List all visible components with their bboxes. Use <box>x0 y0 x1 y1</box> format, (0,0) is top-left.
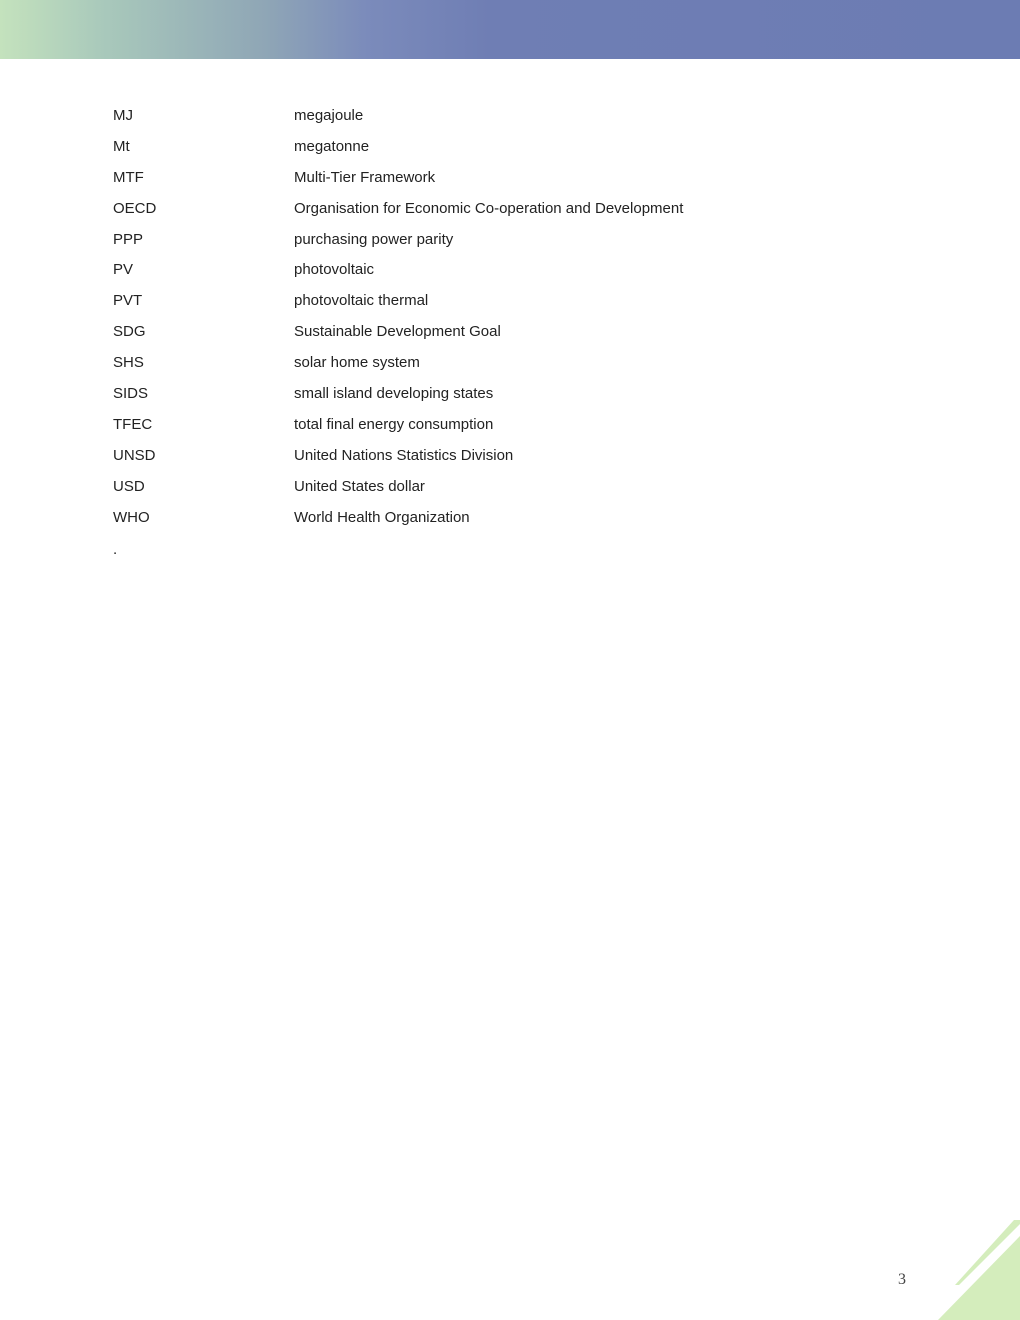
abbreviation-definition: purchasing power parity <box>294 230 454 248</box>
abbreviation-row <box>113 379 913 410</box>
page-number: 3 <box>898 1271 906 1288</box>
abbreviation-definition: Organisation for Economic Co-operation and Development <box>294 199 684 217</box>
abbreviation-term: SDG <box>113 323 146 341</box>
abbreviation-row <box>113 317 913 348</box>
abbreviation-definition: World Health Organization <box>294 508 470 526</box>
abbreviation-row <box>113 194 913 225</box>
abbreviation-term: SIDS <box>113 385 149 403</box>
abbreviation-row <box>113 472 913 503</box>
corner-decoration <box>930 1210 1020 1320</box>
abbreviation-definition: Multi-Tier Framework <box>294 168 436 186</box>
abbreviation-term: OECD <box>113 199 157 217</box>
abbreviation-term: UNSD <box>113 446 156 464</box>
abbreviation-list <box>113 101 913 533</box>
abbreviation-term: MJ <box>113 107 133 124</box>
abbreviation-definition: United Nations Statistics Division <box>294 446 514 464</box>
abbreviation-term: Mt <box>113 137 130 155</box>
abbreviation-definition: photovoltaic <box>294 261 375 279</box>
trailing-text: . <box>113 541 118 558</box>
abbreviation-term: SHS <box>113 354 144 372</box>
abbreviation-row <box>113 101 913 132</box>
abbreviation-definition: photovoltaic thermal <box>294 292 429 310</box>
abbreviation-definition: solar home system <box>294 354 420 372</box>
abbreviation-term: USD <box>113 477 145 495</box>
abbreviation-definition: small island developing states <box>294 385 494 403</box>
abbreviation-term: PV <box>113 261 134 279</box>
abbreviation-row <box>113 255 913 286</box>
abbreviation-row <box>113 441 913 472</box>
header-band <box>0 0 1020 59</box>
abbreviation-row <box>113 410 913 441</box>
abbreviation-row <box>113 132 913 163</box>
abbreviation-definition: megajoule <box>294 107 364 124</box>
abbreviation-term: MTF <box>113 168 144 186</box>
corner-triangle <box>938 1236 1020 1320</box>
abbreviation-row <box>113 163 913 194</box>
abbreviation-term: TFEC <box>113 415 153 433</box>
abbreviation-row <box>113 286 913 317</box>
abbreviation-row <box>113 503 913 534</box>
abbreviation-term: PPP <box>113 230 144 248</box>
abbreviation-definition: Sustainable Development Goal <box>294 323 501 341</box>
abbreviation-term: PVT <box>113 292 143 310</box>
abbreviation-row <box>113 348 913 379</box>
abbreviation-definition: megatonne <box>294 137 370 155</box>
abbreviation-definition: United States dollar <box>294 477 425 495</box>
abbreviation-definition: total final energy consumption <box>294 415 494 433</box>
abbreviation-term: WHO <box>113 508 150 526</box>
abbreviation-row <box>113 225 913 256</box>
